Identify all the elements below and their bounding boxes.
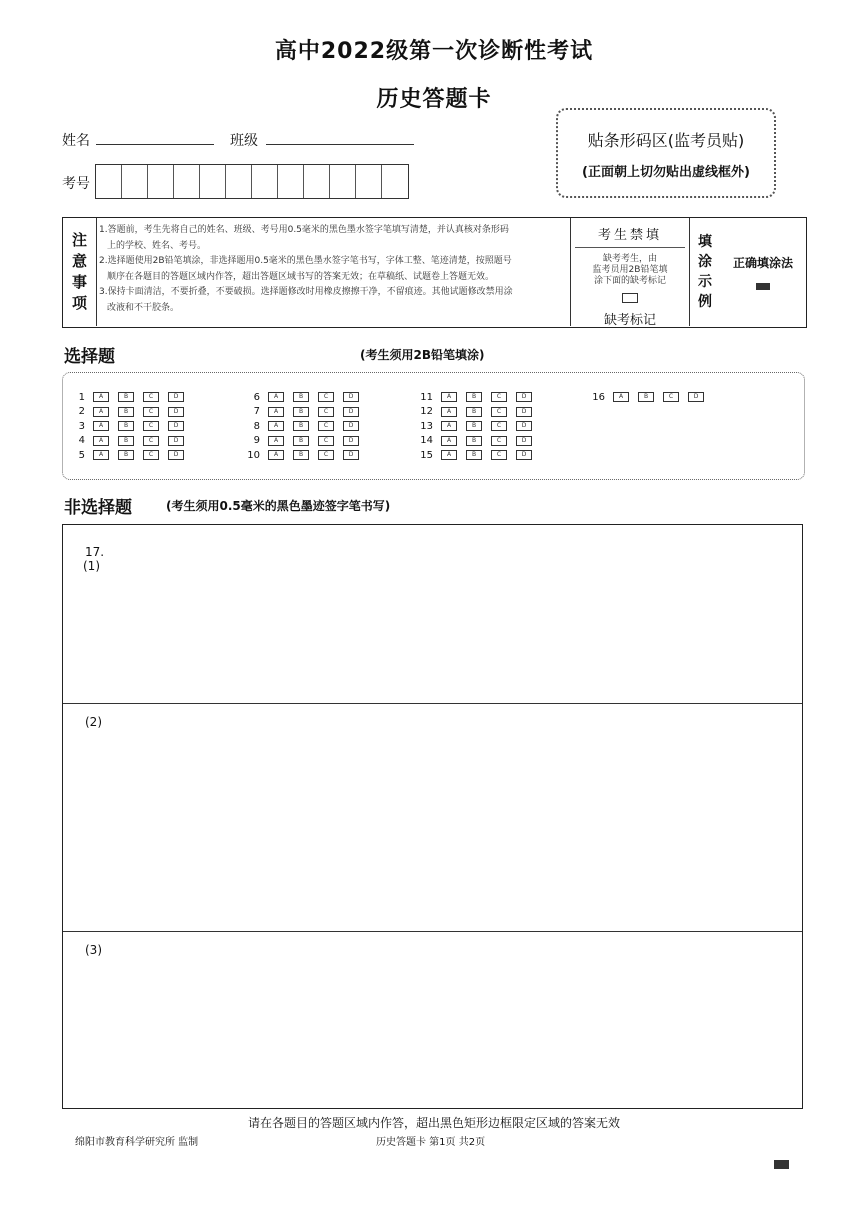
divider	[63, 703, 802, 704]
examiner-only-panel	[570, 218, 690, 326]
mc-option-bubble[interactable]: B	[293, 450, 309, 460]
forbid-title: 考生禁填	[575, 224, 685, 248]
mc-option-bubble[interactable]: A	[613, 392, 629, 402]
mc-question-row	[411, 435, 541, 447]
footer-warning: 请在各题目的答题区域内作答，超出黑色矩形边框限定区域的答案无效	[247, 1116, 620, 1130]
mc-question-number: 15	[420, 449, 433, 461]
mc-option-bubble[interactable]: C	[663, 392, 679, 402]
id-cell[interactable]	[382, 165, 408, 198]
mc-option-bubble[interactable]: D	[168, 421, 184, 431]
mc-option-bubble[interactable]: C	[143, 450, 159, 460]
mc-question-row	[411, 391, 541, 403]
id-grid[interactable]	[95, 164, 409, 199]
mc-option-bubble[interactable]: C	[318, 392, 334, 402]
mc-option-bubble[interactable]: C	[143, 392, 159, 402]
id-cell[interactable]	[252, 165, 278, 198]
mc-option-bubble[interactable]: B	[118, 421, 134, 431]
mc-option-bubble[interactable]: A	[93, 421, 109, 431]
free-section-subtitle: (考生须用0.5毫米的黑色墨迹签字笔书写)	[166, 499, 391, 513]
mc-option-bubble[interactable]: C	[491, 407, 507, 417]
mc-option-bubble[interactable]: C	[143, 436, 159, 446]
mc-question-number: 7	[253, 406, 260, 417]
mc-question-number: 14	[420, 435, 433, 446]
id-cell[interactable]	[356, 165, 382, 198]
publisher: 绵阳市教育科学研究所 监制	[75, 1137, 199, 1148]
mc-question-row	[63, 449, 193, 461]
mc-option-bubble[interactable]: B	[466, 450, 482, 460]
mc-question-number: 16	[592, 391, 605, 403]
id-cell[interactable]	[226, 165, 252, 198]
mc-option-bubble[interactable]: D	[343, 392, 359, 402]
mc-question-number: 8	[253, 420, 260, 432]
id-cell[interactable]	[96, 165, 122, 198]
mc-option-bubble[interactable]: C	[143, 421, 159, 431]
mc-option-bubble[interactable]: B	[466, 436, 482, 446]
mc-question-row	[411, 406, 541, 418]
mc-question-row	[238, 435, 368, 447]
mc-question-number: 5	[78, 449, 85, 461]
mc-option-bubble[interactable]: D	[688, 392, 704, 402]
forbid-desc: 缺考考生，由 监考员用2B铅笔填 涂下面的缺考标记	[592, 254, 668, 286]
id-cell[interactable]	[174, 165, 200, 198]
id-cell[interactable]	[200, 165, 226, 198]
barcode-line1: 贴条形码区(监考员贴)	[587, 131, 745, 150]
mc-option-bubble[interactable]: C	[491, 436, 507, 446]
free-answer-area[interactable]	[62, 524, 803, 1109]
absent-mark-label: 缺考标记	[603, 313, 656, 328]
filled-bubble-icon	[756, 283, 770, 290]
mc-option-bubble[interactable]: B	[293, 407, 309, 417]
mc-question-row	[238, 420, 368, 432]
barcode-area	[556, 108, 776, 198]
mc-option-bubble[interactable]: B	[466, 421, 482, 431]
mc-option-bubble[interactable]: A	[268, 421, 284, 431]
mc-question-number: 9	[253, 435, 260, 446]
mc-option-bubble[interactable]: D	[516, 407, 532, 417]
mc-option-bubble[interactable]: C	[491, 450, 507, 460]
mc-option-bubble[interactable]: D	[168, 436, 184, 446]
mc-option-bubble[interactable]: B	[293, 421, 309, 431]
part-2-label: (2)	[85, 715, 102, 729]
mc-option-bubble[interactable]: A	[268, 450, 284, 460]
mc-option-bubble[interactable]: A	[441, 450, 457, 460]
notice-head: 注 意 事 项	[63, 218, 97, 326]
page-number: 历史答题卡 第1页 共2页	[376, 1137, 486, 1148]
mc-option-bubble[interactable]: D	[343, 436, 359, 446]
mc-option-bubble[interactable]: B	[118, 450, 134, 460]
mc-option-bubble[interactable]: D	[516, 421, 532, 431]
mc-option-bubble[interactable]: C	[318, 450, 334, 460]
mc-question-row	[63, 406, 193, 418]
mc-option-bubble[interactable]: A	[268, 407, 284, 417]
name-field[interactable]	[96, 130, 214, 145]
mc-option-bubble[interactable]: D	[516, 436, 532, 446]
mc-option-bubble[interactable]: A	[268, 436, 284, 446]
mc-question-number: 11	[420, 391, 433, 403]
id-cell[interactable]	[304, 165, 330, 198]
mc-option-bubble[interactable]: B	[293, 436, 309, 446]
id-cell[interactable]	[148, 165, 174, 198]
mc-question-number: 2	[78, 406, 85, 417]
mc-option-bubble[interactable]: C	[318, 436, 334, 446]
mc-question-number: 6	[253, 391, 260, 403]
class-field[interactable]	[266, 130, 414, 145]
mc-option-bubble[interactable]: C	[491, 392, 507, 402]
mc-option-bubble[interactable]: B	[638, 392, 654, 402]
mc-question-row	[63, 420, 193, 432]
fill-example: 正确填涂法	[720, 254, 806, 290]
mc-option-bubble[interactable]: C	[491, 421, 507, 431]
mc-question-row	[63, 391, 193, 403]
notice-box	[62, 217, 807, 328]
mc-option-bubble[interactable]: B	[466, 407, 482, 417]
mc-option-bubble[interactable]: B	[118, 407, 134, 417]
mc-question-row	[238, 406, 368, 418]
mc-question-row	[411, 420, 541, 432]
mc-option-bubble[interactable]: A	[441, 407, 457, 417]
mc-option-bubble[interactable]: A	[441, 436, 457, 446]
mc-question-number: 3	[78, 420, 85, 432]
mc-question-row	[411, 449, 541, 461]
id-label: 考号	[62, 176, 90, 192]
mc-option-bubble[interactable]: B	[293, 392, 309, 402]
question-number: 17.	[85, 545, 105, 559]
card-subtitle: 历史答题卡	[376, 87, 492, 112]
mc-option-bubble[interactable]: C	[318, 407, 334, 417]
mc-option-bubble[interactable]: A	[268, 392, 284, 402]
mc-question-number: 4	[78, 435, 85, 446]
mc-answer-area	[62, 372, 805, 480]
mc-question-number: 12	[420, 406, 433, 417]
mc-question-row	[63, 435, 193, 447]
part-3-label: (3)	[85, 943, 102, 957]
mc-question-row	[238, 449, 368, 461]
mc-question-number: 13	[420, 420, 433, 432]
notice-text: 1.答题前，考生先将自己的姓名、班级、考号用0.5毫米的黑色墨水签字笔填写清楚，并认真核对条形码 上的学校、姓名、考号。 2.选择题使用2B铅笔填涂，非选择题用0.5毫米的黑色墨水签字笔书写，字体工整、笔迹清楚，按照题号 顺序在各题目的答题区域内作答，超出答题区域书写的答案无效；在草稿纸、试题卷上答题无效。 3.保持卡面清洁，不要折叠，不要破损。选择题修改时用橡皮擦擦干净，不留痕迹。其他试题修改禁用涂 改液和不干胶条。	[99, 225, 513, 313]
mc-option-bubble[interactable]: A	[441, 421, 457, 431]
mc-option-bubble[interactable]: A	[93, 392, 109, 402]
mc-option-bubble[interactable]: D	[343, 407, 359, 417]
mc-option-bubble[interactable]: A	[93, 450, 109, 460]
name-label: 姓名	[62, 133, 90, 149]
mc-option-bubble[interactable]: B	[118, 436, 134, 446]
class-label: 班级	[230, 133, 258, 149]
mc-option-bubble[interactable]: A	[441, 392, 457, 402]
mc-option-bubble[interactable]: B	[466, 392, 482, 402]
mc-question-row	[238, 391, 368, 403]
free-section-title: 非选择题	[64, 498, 132, 518]
id-cell[interactable]	[330, 165, 356, 198]
mc-option-bubble[interactable]: D	[516, 392, 532, 402]
mc-option-bubble[interactable]: C	[318, 421, 334, 431]
mc-question-row	[583, 391, 713, 403]
mc-option-bubble[interactable]: D	[168, 392, 184, 402]
absent-mark-box[interactable]	[622, 293, 638, 303]
mc-option-bubble[interactable]: D	[343, 421, 359, 431]
mc-option-bubble[interactable]: D	[343, 450, 359, 460]
page-mark	[774, 1160, 789, 1169]
mc-option-bubble[interactable]: D	[516, 450, 532, 460]
mc-option-bubble[interactable]: B	[118, 392, 134, 402]
mc-section-subtitle: (考生须用2B铅笔填涂)	[360, 348, 485, 362]
fill-example-head: 填 涂 示 例	[698, 234, 712, 310]
barcode-line2: (正面朝上切勿贴出虚线框外)	[582, 165, 750, 180]
mc-option-bubble[interactable]: C	[143, 407, 159, 417]
divider	[63, 931, 802, 932]
mc-option-bubble[interactable]: A	[93, 407, 109, 417]
mc-section-title: 选择题	[64, 347, 115, 367]
id-cell[interactable]	[122, 165, 148, 198]
exam-title: 高中2022级第一次诊断性考试	[274, 39, 594, 64]
mc-question-number: 1	[78, 391, 85, 403]
mc-option-bubble[interactable]: D	[168, 450, 184, 460]
mc-question-number: 10	[247, 449, 260, 461]
mc-option-bubble[interactable]: D	[168, 407, 184, 417]
id-cell[interactable]	[278, 165, 304, 198]
part-1-label: (1)	[83, 559, 100, 573]
mc-option-bubble[interactable]: A	[93, 436, 109, 446]
